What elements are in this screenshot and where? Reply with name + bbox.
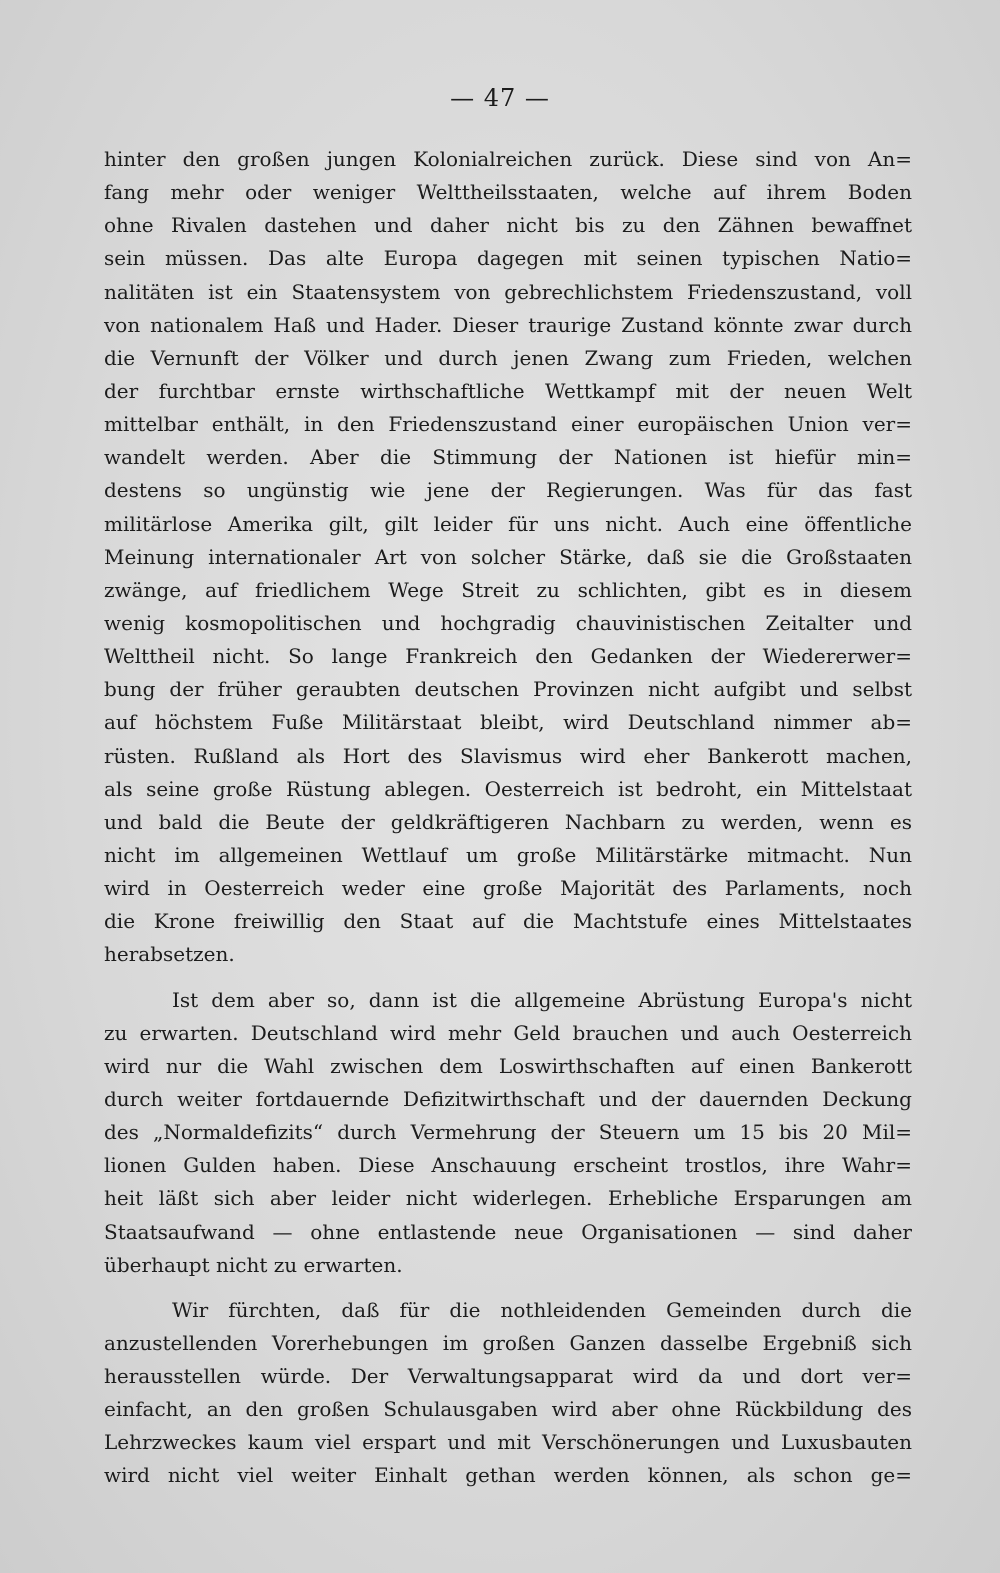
text-line: nicht im allgemeinen Wettlauf um große Militärstärke mitmacht. Nun — [104, 842, 912, 867]
text-line: fang mehr oder weniger Welttheilsstaaten, welche auf ihrem Boden — [104, 180, 912, 205]
text-line: überhaupt nicht zu erwarten. — [104, 1252, 403, 1277]
text-line: Staatsaufwand — ohne entlastende neue Organisationen — sind daher — [104, 1219, 912, 1244]
text-line: zu erwarten. Deutschland wird mehr Geld brauchen und auch Oesterreich — [104, 1020, 912, 1045]
text-line: Wir fürchten, daß für die nothleidenden Gemeinden durch die — [172, 1297, 912, 1322]
text-line: durch weiter fortdauernde Defizitwirthschaft und der dauernden Deckung — [104, 1086, 912, 1111]
text-line: und bald die Beute der geldkräftigeren Nachbarn zu werden, wenn es — [104, 809, 912, 834]
text-line: Meinung internationaler Art von solcher Stärke, daß sie die Großstaaten — [104, 544, 912, 569]
text-line: wird nicht viel weiter Einhalt gethan werden können, als schon ge= — [104, 1463, 912, 1488]
text-line: als seine große Rüstung ablegen. Oesterreich ist bedroht, ein Mittelstaat — [104, 776, 912, 801]
text-line: hinter den großen jungen Kolonialreichen zurück. Diese sind von An= — [104, 147, 912, 171]
text-line: mittelbar enthält, in den Friedenszustand einer europäischen Union ver= — [104, 412, 912, 437]
paragraph — [104, 1294, 912, 1493]
paragraph — [104, 143, 912, 972]
text-line: der furchtbar ernste wirthschaftliche Wettkampf mit der neuen Welt — [104, 378, 912, 403]
text-line: heit läßt sich aber leider nicht widerlegen. Erhebliche Ersparungen am — [104, 1186, 912, 1211]
text-line: ohne Rivalen dastehen und daher nicht bis zu den Zähnen bewaffnet — [104, 213, 912, 238]
text-line: einfacht, an den großen Schulausgaben wird aber ohne Rückbildung des — [104, 1397, 912, 1422]
text-line: destens so ungünstig wie jene der Regierungen. Was für das fast — [104, 478, 912, 503]
text-line: des „Normaldefizits“ durch Vermehrung der Steuern um 15 bis 20 Mil= — [104, 1120, 912, 1145]
text-line: zwänge, auf friedlichem Wege Streit zu schlichten, gibt es in diesem — [104, 577, 912, 602]
paragraph-gap — [104, 972, 912, 984]
text-line: von nationalem Haß und Hader. Dieser traurige Zustand könnte zwar durch — [104, 312, 912, 337]
text-line: militärlose Amerika gilt, gilt leider für uns nicht. Auch eine öffentliche — [104, 511, 912, 536]
text-line: Ist dem aber so, dann ist die allgemeine Abrüstung Europa's nicht — [172, 987, 912, 1012]
text-line: rüsten. Rußland als Hort des Slavismus wird eher Bankerott machen, — [104, 743, 912, 768]
text-line: wird nur die Wahl zwischen dem Loswirthschaften auf einen Bankerott — [104, 1053, 912, 1078]
text-line: nalitäten ist ein Staatensystem von gebrechlichstem Friedenszustand, voll — [104, 279, 912, 304]
page-number: — 47 — — [450, 84, 550, 112]
paragraph-gap — [104, 1282, 912, 1294]
text-line: lionen Gulden haben. Diese Anschauung erscheint trostlos, ihre Wahr= — [104, 1153, 912, 1178]
text-line: wandelt werden. Aber die Stimmung der Nationen ist hiefür min= — [104, 445, 912, 470]
text-line: die Vernunft der Völker und durch jenen Zwang zum Frieden, welchen — [104, 345, 912, 370]
text-line: die Krone freiwillig den Staat auf die Machtstufe eines Mittelstaates — [104, 909, 912, 934]
text-line: Welttheil nicht. So lange Frankreich den Gedanken der Wiedererwer= — [104, 644, 912, 669]
body-text — [104, 143, 912, 1493]
text-line: herabsetzen. — [104, 942, 235, 967]
text-line: wird in Oesterreich weder eine große Majorität des Parlaments, noch — [104, 876, 912, 901]
text-line: bung der früher geraubten deutschen Provinzen nicht aufgibt und selbst — [104, 677, 912, 702]
text-line: Lehrzweckes kaum viel erspart und mit Verschönerungen und Luxusbauten — [104, 1430, 912, 1455]
text-line: anzustellenden Vorerhebungen im großen Ganzen dasselbe Ergebniß sich — [104, 1330, 912, 1355]
paragraph — [104, 984, 912, 1282]
text-line: sein müssen. Das alte Europa dagegen mit seinen typischen Natio= — [104, 246, 912, 271]
text-line: wenig kosmopolitischen und hochgradig chauvinistischen Zeitalter und — [104, 610, 912, 635]
text-line: auf höchstem Fuße Militärstaat bleibt, wird Deutschland nimmer ab= — [104, 710, 912, 735]
text-line: herausstellen würde. Der Verwaltungsapparat wird da und dort ver= — [104, 1364, 912, 1389]
